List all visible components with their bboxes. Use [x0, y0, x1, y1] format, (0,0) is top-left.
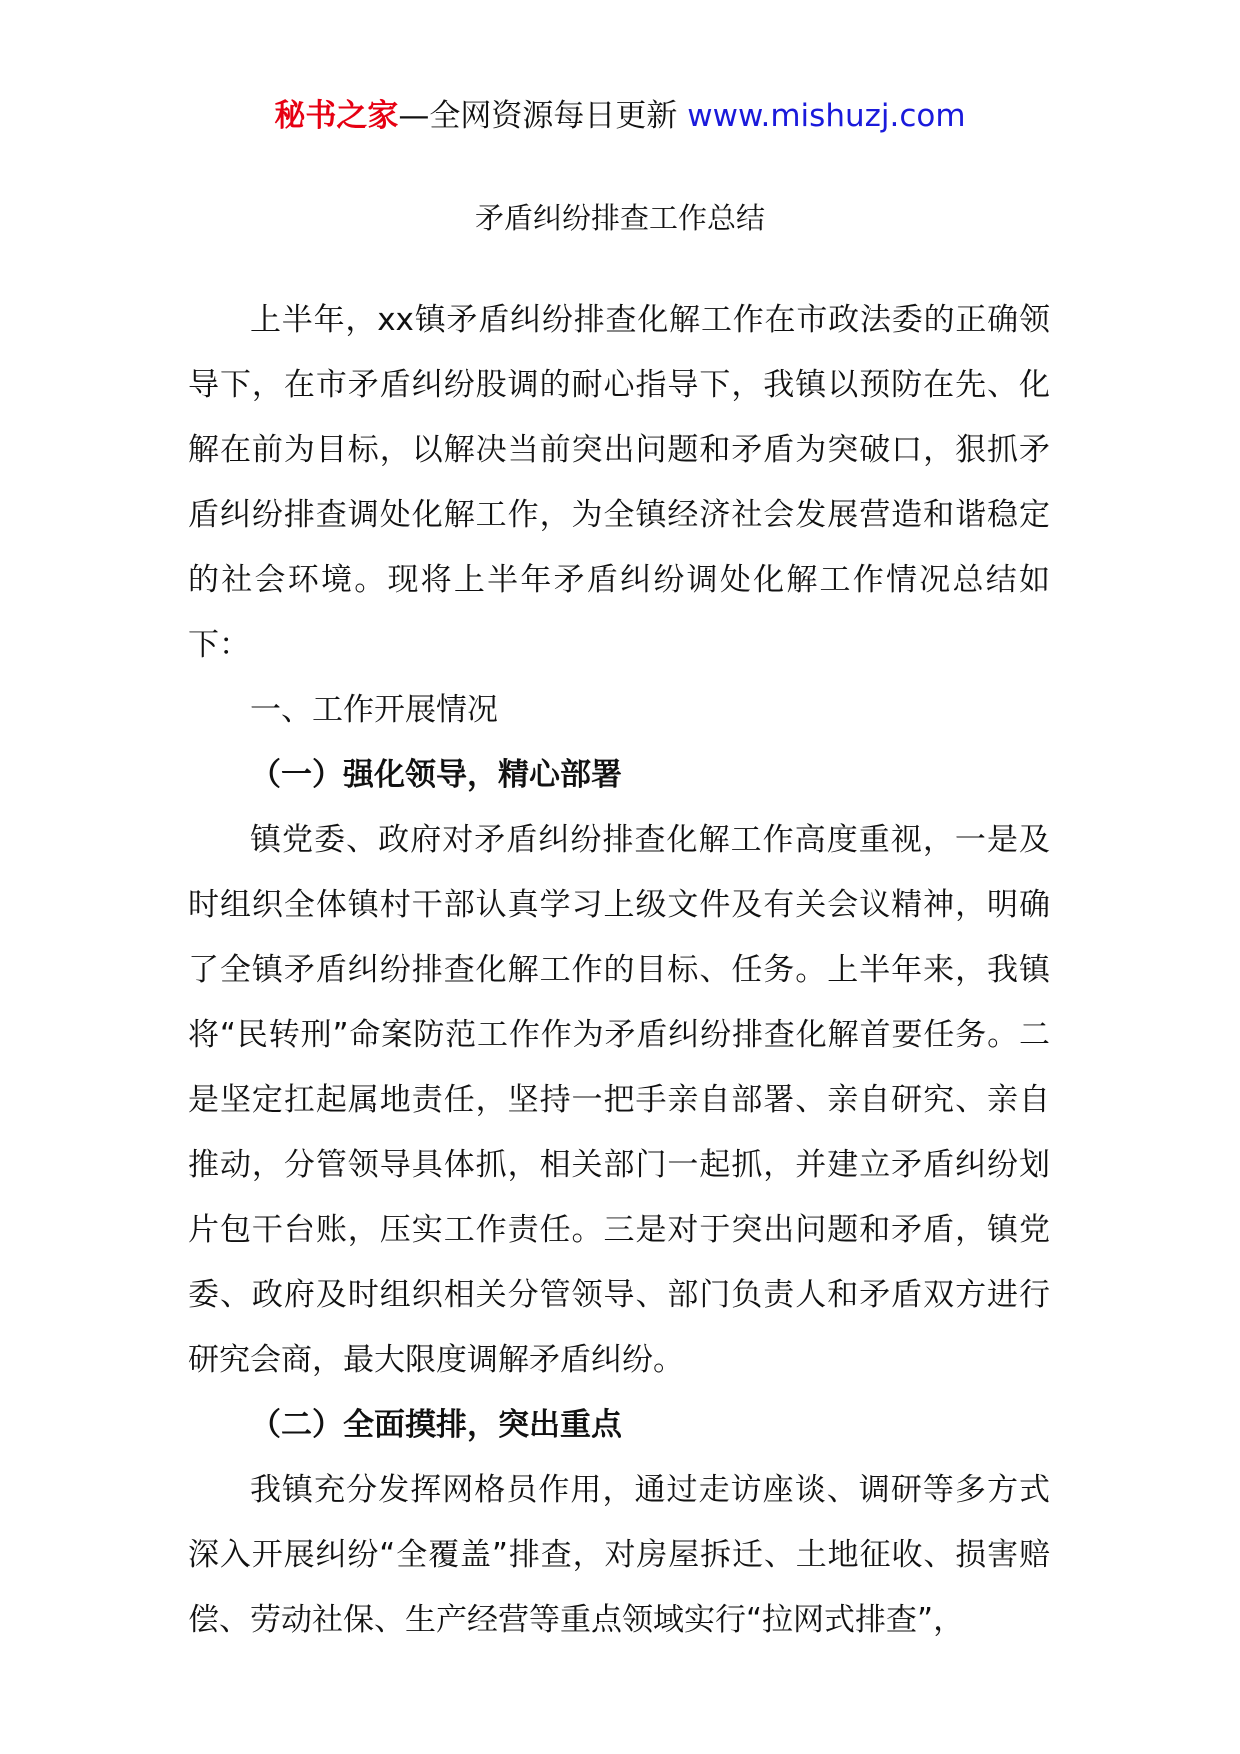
site-url-link[interactable]: www.mishuzj.com	[687, 98, 966, 134]
subsection-heading-investigation: （二）全面摸排，突出重点	[250, 1407, 622, 1443]
site-brand: 秘书之家	[274, 98, 399, 134]
document-title: 矛盾纠纷排查工作总结	[474, 201, 765, 235]
site-header	[0, 96, 1240, 136]
site-tagline: —全网资源每日更新	[398, 98, 678, 134]
section-heading-work-status: 一、工作开展情况	[250, 692, 498, 728]
leadership-paragraph: 镇党委、政府对矛盾纠纷排查化解工作高度重视，一是及时组织全体镇村干部认真学习上级文件及有关会议精神，明确了全镇矛盾纠纷排查化解工作的目标、任务。上半年来，我镇将“民转刑”命案防范工作作为矛盾纠纷排查化解首要任务。二是坚定扛起属地责任，坚持一把手亲自部署、亲自研究、亲自推动，分管领导具体抓，相关部门一起抓，并建立矛盾纠纷划片包干台账，压实工作责任。三是对于突出问题和矛盾，镇党委、政府及时组织相关分管领导、部门负责人和矛盾双方进行研究会商，最大限度调解矛盾纠纷。	[188, 822, 1050, 1378]
investigation-paragraph: 我镇充分发挥网格员作用，通过走访座谈、调研等多方式深入开展纠纷“全覆盖”排查，对房屋拆迁、土地征收、损害赔偿、劳动社保、生产经营等重点领域实行“拉网式排查”，	[188, 1472, 1050, 1638]
subsection-heading-leadership: （一）强化领导，精心部署	[250, 757, 622, 793]
document-body	[188, 288, 1050, 1653]
intro-paragraph: 上半年，xx镇矛盾纠纷排查化解工作在市政法委的正确领导下，在市矛盾纠纷股调的耐心指导下，我镇以预防在先、化解在前为目标，以解决当前突出问题和矛盾为突破口，狠抓矛盾纠纷排查调处化解工作，为全镇经济社会发展营造和谐稳定的社会环境。现将上半年矛盾纠纷调处化解工作情况总结如下：	[188, 302, 1050, 663]
